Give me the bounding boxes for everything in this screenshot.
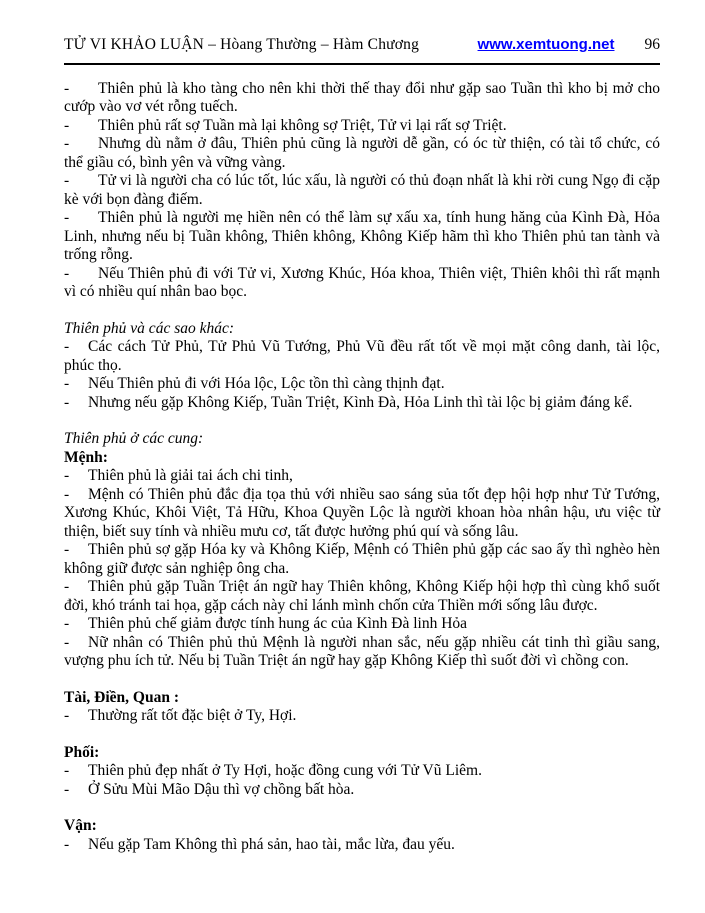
- list-item-dash: -: [64, 762, 70, 779]
- list-item-dash: -: [64, 375, 70, 392]
- list-item: [64, 265, 660, 302]
- list-item-dash: -: [64, 172, 70, 189]
- list-item: [64, 762, 660, 781]
- website-link[interactable]: www.xemtuong.net: [477, 36, 615, 53]
- page-header: [64, 36, 660, 55]
- list-item-dash: -: [64, 541, 70, 558]
- list-item-text: Ở Sửu Mùi Mão Dậu thì vợ chồng bất hòa.: [88, 780, 355, 798]
- list-item-dash: -: [64, 393, 70, 411]
- list-item-dash: -: [64, 116, 70, 134]
- section-heading-italic: Thiên phủ và các sao khác:: [64, 319, 235, 337]
- list-item-text: Thiên phủ gặp Tuần Triệt án ngữ hay Thiên không, Không Kiếp hội hợp thì cùng khổ suốt đời, khó tránh tai họa, gặp cách này chỉ lánh mình chốn cửa Thiền mới sống lâu được.: [64, 578, 660, 614]
- list-item-dash: -: [64, 633, 70, 651]
- list-item-text: Thiên phủ là kho tàng cho nên khi thời thế thay đổi như gặp sao Tuần thì kho bị mở cho cướp vào vơ vét rỗng tuếch.: [64, 79, 660, 115]
- list-item-dash: -: [64, 578, 70, 595]
- list-item-text: Nữ nhân có Thiên phủ thủ Mệnh là người nhan sắc, nếu gặp nhiều cát tinh thì giầu sang, vượng phu ích tử. Nếu bị Tuần Triệt án ngữ hay gặp Không Kiếp thì suốt đời vì chồng con.: [64, 633, 660, 669]
- list-item: [64, 615, 660, 634]
- list-item-dash: -: [64, 135, 70, 152]
- list-item: [64, 486, 660, 542]
- list-item-dash: -: [64, 780, 70, 798]
- list-item: [64, 338, 660, 375]
- list-item-text: Thiên phủ chế giảm được tính hung ác của Kình Đà linh Hỏa: [88, 615, 468, 632]
- list-item-text: Thường rất tốt đặc biệt ở Ty, Hợi.: [88, 707, 297, 724]
- list-item-text: Các cách Tử Phủ, Tử Phủ Vũ Tướng, Phủ Vũ đều rất tốt về mọi mặt công danh, tài lộc, phúc thọ.: [64, 338, 660, 374]
- section-heading-bold: Tài, Điền, Quan :: [64, 688, 179, 706]
- list-item-text: Tử vi là người cha có lúc tốt, lúc xấu, là người có thủ đoạn nhất là khi rời cung Ngọ đi cặp kè với bọn đàng điếm.: [64, 172, 660, 208]
- list-item-text: Nếu gặp Tam Không thì phá sản, hao tài, mắc lừa, đau yếu.: [88, 835, 455, 853]
- section-heading-bold: Vận:: [64, 817, 97, 834]
- list-item: [64, 135, 660, 172]
- list-item: [64, 578, 660, 615]
- list-item-text: Nhưng nếu gặp Không Kiếp, Tuần Triệt, Kình Đà, Hỏa Linh thì tài lộc bị giảm đáng kể.: [88, 393, 633, 411]
- list-item-dash: -: [64, 835, 70, 853]
- list-item: [64, 209, 660, 265]
- list-item-dash: -: [64, 79, 70, 97]
- header-divider: [64, 63, 660, 65]
- section-heading-bold: Phối:: [64, 743, 100, 761]
- list-item-text: Nhưng dù nằm ở đâu, Thiên phủ cũng là người dễ gần, có óc từ thiện, có tài tổ chức, có thể giầu có, bình yên và vững vàng.: [64, 135, 660, 171]
- list-item: [64, 80, 660, 117]
- list-item-text: Nếu Thiên phủ đi với Hóa lộc, Lộc tồn thì càng thịnh đạt.: [88, 375, 445, 392]
- list-item: [64, 707, 660, 726]
- list-item: [64, 541, 660, 578]
- section-heading-italic: Thiên phủ ở các cung:: [64, 430, 204, 447]
- list-item: [64, 467, 660, 486]
- list-item-dash: -: [64, 338, 70, 355]
- list-item: [64, 634, 660, 671]
- list-item-dash: -: [64, 615, 70, 632]
- list-item-text: Thiên phủ là người mẹ hiền nên có thể làm sự xấu xa, tính hung hăng của Kình Đà, Hỏa Linh, nhưng nếu bị Tuần không, Thiên không, Không Kiếp hãm thì kho Thiên phủ tan tành và trống rỗng.: [64, 209, 660, 263]
- list-item-dash: -: [64, 485, 70, 503]
- list-item-text: Thiên phủ sợ gặp Hóa ky và Không Kiếp, Mệnh có Thiên phủ gặp các sao ấy thì nghèo hèn không giữ được sản nghiệp ông cha.: [64, 541, 660, 577]
- section-heading-bold: Mệnh:: [64, 448, 108, 466]
- list-item-text: Thiên phủ rất sợ Tuần mà lại không sợ Triệt, Tử vi lại rất sợ Triệt.: [98, 116, 507, 134]
- list-item-dash: -: [64, 264, 70, 282]
- list-item: [64, 172, 660, 209]
- list-item-text: Nếu Thiên phủ đi với Tử vi, Xương Khúc, Hóa khoa, Thiên việt, Thiên khôi thì rất mạnh vì có nhiều quí nhân bao bọc.: [64, 264, 660, 300]
- header-title: TỬ VI KHẢO LUẬN – Hòang Thường – Hàm Chương: [64, 36, 420, 53]
- list-item: [64, 781, 660, 800]
- list-item: [64, 375, 660, 394]
- list-item: [64, 836, 660, 855]
- list-item-text: Mệnh có Thiên phủ đắc địa tọa thủ với nhiều sao sáng sủa tốt đẹp hội hợp như Tử Tướng, Xương Khúc, Khôi Việt, Tả Hữu, Khoa Quyền Lộc là người khoan hòa nhân hậu, ưu việc từ thiện, biết suy tính và nhiều mưu cơ, tất được hưởng phú quí và sống lâu.: [64, 485, 660, 540]
- document-content: [64, 80, 660, 855]
- list-item-dash: -: [64, 467, 70, 484]
- list-item-text: Thiên phủ đẹp nhất ở Ty Hợi, hoặc đồng cung với Tử Vũ Liêm.: [88, 762, 482, 779]
- list-item: [64, 394, 660, 413]
- list-item: [64, 117, 660, 136]
- list-item-text: Thiên phủ là giải tai ách chi tinh,: [88, 467, 293, 484]
- list-item-dash: -: [64, 707, 70, 724]
- page-number: 96: [644, 36, 660, 53]
- list-item-dash: -: [64, 209, 70, 226]
